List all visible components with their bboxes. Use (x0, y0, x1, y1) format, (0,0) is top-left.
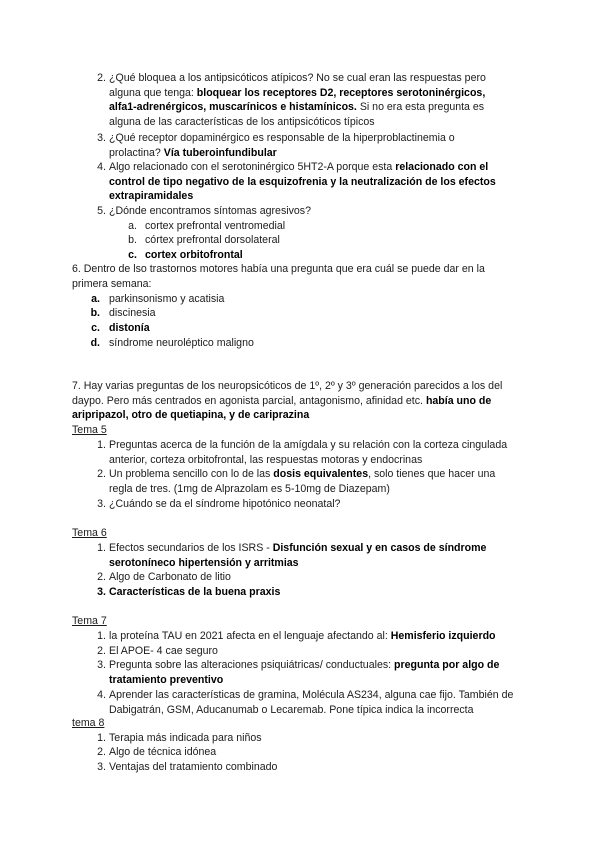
list-item (109, 760, 519, 775)
option-marker: c. (128, 249, 137, 261)
list-item (109, 467, 519, 496)
item-text: , solo tienes que hacer una regla de tres. (1mg de Alprazolam es 5-10mg de Diazepam) (109, 468, 496, 495)
list-number: 3. (97, 586, 106, 598)
item-text: El APOE- 4 cae seguro (109, 645, 218, 657)
bold-answer: Hemisferio izquierdo (390, 630, 496, 642)
option-marker: a. (128, 220, 137, 232)
list-item (109, 438, 519, 467)
question-text: ¿Qué receptor dopaminérgico es responsable de la hiperproblactinemia o prolactina? (109, 132, 455, 159)
question-2 (109, 71, 509, 129)
item-text: Algo de técnica idónea (109, 746, 217, 758)
list-number: 5. (97, 205, 106, 217)
list-number: 4. (97, 689, 106, 701)
list-item (109, 570, 519, 585)
question-text: 7. Hay varias preguntas de los neuropsicóticos de 1º, 2º y 3º generación parecidos a los del daypo. Pero más centrados en agonista parcial, antagonismo, afinidad etc. (72, 380, 503, 407)
item-text: Ventajas del tratamiento combinado (109, 761, 278, 773)
option-marker: d. (90, 337, 100, 349)
list-item (109, 585, 519, 600)
list-number: 1. (97, 439, 106, 451)
bold-answer: Vía tuberoinfundibular (163, 146, 277, 159)
item-text: Pregunta sobre las alteraciones psiquiátricas/ conductuales: (109, 659, 395, 671)
list-number: 2. (97, 468, 106, 480)
item-text: la proteína TAU en 2021 afecta en el lenguaje afectando al: (109, 630, 391, 642)
section-heading-tema-7: Tema 7 (72, 615, 107, 627)
question-4 (109, 160, 514, 204)
option-text: síndrome neuroléptico maligno (109, 337, 254, 349)
option-text-correct: distonía (109, 322, 150, 334)
question-text: Si no era esta pregunta es alguna de las características de los antipsicóticos típicos (109, 101, 485, 128)
list-number: 3. (97, 659, 106, 671)
list-item (109, 688, 521, 717)
option-text: córtex prefrontal dorsolateral (145, 234, 280, 246)
bold-answer: bloquear los receptores D2, receptores serotoninérgicos, alfa1-adrenérgicos, muscarínicos e histamínicos. (109, 86, 486, 113)
list-item (109, 629, 529, 644)
option-marker: c. (91, 322, 100, 334)
list-number: 4. (97, 161, 106, 173)
item-text: Terapia más indicada para niños (109, 732, 262, 744)
item-text: Un problema sencillo con lo de las (109, 468, 274, 480)
option-marker: a. (91, 293, 100, 305)
list-number: 2. (97, 645, 106, 657)
list-number: 1. (97, 732, 106, 744)
list-item (109, 731, 519, 746)
list-item (109, 497, 519, 512)
question-5 (109, 204, 509, 219)
item-text: Algo de Carbonato de litio (109, 571, 231, 583)
option-text: parkinsonismo y acatisia (109, 293, 225, 305)
bold-answer: Características de la buena praxis (109, 586, 281, 598)
question-6 (72, 262, 512, 291)
list-item (109, 644, 519, 659)
item-text: Preguntas acerca de la función de la amígdala y su relación con la corteza cingulada anterior, corteza orbitofrontal, las respuestas motoras y endocrinas (109, 439, 508, 466)
section-heading-tema-6: Tema 6 (72, 527, 107, 539)
question-text: ¿Qué bloquea a los antipsicóticos atípicos? No se cual eran las respuestas pero alguna que tenga: (109, 72, 486, 99)
bold-answer: había uno de aripripazol, otro de quetiapina, y de cariprazina (72, 394, 492, 421)
list-number: 3. (97, 761, 106, 773)
item-text: ¿Cuándo se da el síndrome hipotónico neonatal? (109, 498, 341, 510)
option-text: cortex prefrontal ventromedial (145, 220, 286, 232)
list-number: 3. (97, 132, 106, 144)
list-number: 1. (97, 630, 106, 642)
bold-answer: pregunta por algo de tratamiento preventivo (109, 659, 500, 686)
bold-answer: Disfunción sexual y en casos de síndrome serotoníneco hipertensión y arritmias (109, 542, 487, 569)
question-text: 6. Dentro de lso trastornos motores había una pregunta que era cuál se puede dar en la primera semana: (72, 263, 485, 290)
list-number: 1. (97, 542, 106, 554)
section-heading-tema-8: tema 8 (72, 717, 105, 729)
list-item (109, 658, 521, 687)
question-text: ¿Dónde encontramos síntomas agresivos? (109, 205, 311, 217)
question-text: Algo relacionado con el serotoninérgico 5HT2-A porque esta (109, 161, 396, 173)
question-3 (109, 131, 509, 160)
option-text: discinesia (109, 307, 156, 319)
section-heading-tema-5: Tema 5 (72, 424, 107, 436)
bold-answer: dosis equivalentes (273, 468, 369, 480)
list-number: 3. (97, 498, 106, 510)
list-item (109, 541, 519, 570)
list-number: 2. (97, 72, 106, 84)
option-marker: b. (90, 307, 100, 319)
item-text: Aprender las características de gramina, Molécula AS234, alguna cae fijo. También de Dabigatrán, GSM, Aducanumab o Lecaremab. Pone típica indica la incorrecta (109, 689, 514, 716)
list-item (109, 745, 519, 760)
list-number: 2. (97, 571, 106, 583)
option-text-correct: cortex orbitofrontal (145, 249, 243, 261)
option-marker: b. (128, 234, 137, 246)
bold-answer: relacionado con el control de tipo negativo de la esquizofrenia y la neutralización de los efectos extrapiramidales (109, 161, 496, 202)
item-text: Efectos secundarios de los ISRS - (109, 542, 273, 554)
question-7 (72, 379, 517, 423)
list-number: 2. (97, 746, 106, 758)
